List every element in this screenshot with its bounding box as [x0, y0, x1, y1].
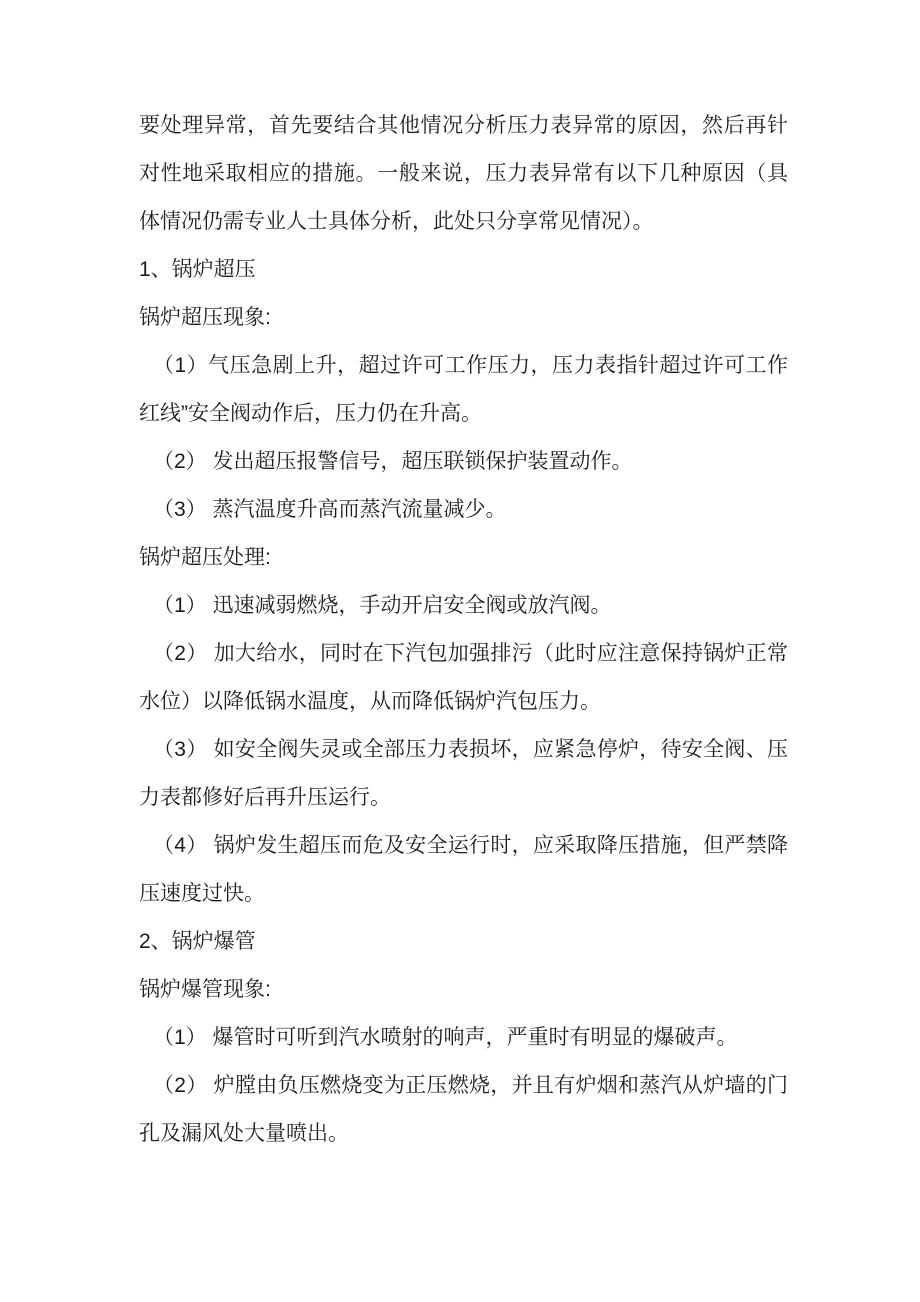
- overpressure-phenomenon-item-1: （1）气压急剧上升，超过许可工作压力，压力表指针超过许可工作红线”安全阀动作后，压力仍在升高。: [139, 354, 788, 425]
- overpressure-handling-item-1: （1） 迅速减弱燃烧，手动开启安全阀或放汽阀。: [153, 594, 612, 617]
- section-2-heading: 2、锅炉爆管: [139, 930, 256, 953]
- overpressure-handling-item-2: （2） 加大给水，同时在下汽包加强排污（此时应注意保持锅炉正常水位）以降低锅水温度，从而降低锅炉汽包压力。: [139, 642, 788, 713]
- overpressure-handling-item-3: （3） 如安全阀失灵或全部压力表损坏，应紧急停炉，待安全阀、压力表都修好后再升压运行。: [139, 738, 788, 809]
- overpressure-phenomenon-item-3: （3） 蒸汽温度升高而蒸汽流量减少。: [153, 498, 507, 521]
- intro-paragraph: 要处理异常，首先要结合其他情况分析压力表异常的原因，然后再针对性地采取相应的措施。一般来说，压力表异常有以下几种原因（具体情况仍需专业人士具体分析，此处只分享常见情况）。: [139, 114, 788, 233]
- overpressure-phenomenon-item-2: （2） 发出超压报警信号，超压联锁保护装置动作。: [153, 450, 633, 473]
- overpressure-handling-label: 锅炉超压处理:: [139, 546, 271, 569]
- document-body: [139, 102, 788, 1158]
- tube-burst-phenomenon-item-1: （1） 爆管时可听到汽水喷射的响声，严重时有明显的爆破声。: [153, 1026, 738, 1049]
- overpressure-phenomena-label: 锅炉超压现象:: [139, 306, 271, 329]
- section-1-heading: 1、锅炉超压: [139, 258, 256, 281]
- tube-burst-phenomenon-item-2: （2） 炉膛由负压燃烧变为正压燃烧，并且有炉烟和蒸汽从炉墙的门孔及漏风处大量喷出。: [139, 1074, 788, 1145]
- tube-burst-phenomena-label: 锅炉爆管现象:: [139, 978, 271, 1001]
- overpressure-handling-item-4: （4） 锅炉发生超压而危及安全运行时，应采取降压措施，但严禁降压速度过快。: [139, 834, 788, 905]
